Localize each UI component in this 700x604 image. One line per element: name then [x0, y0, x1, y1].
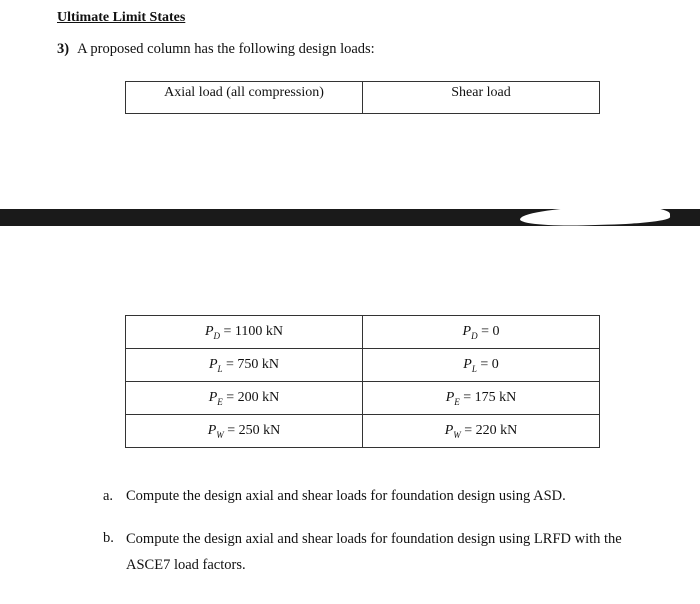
axial-earthquake-load: $P_E = 200$ kN	[126, 382, 363, 415]
question-prompt	[57, 41, 375, 58]
section-heading: Ultimate Limit States	[57, 10, 186, 25]
table-row	[126, 316, 600, 349]
shear-live-load: $P_L = 0$	[363, 349, 600, 382]
question-text: A proposed column has the following design loads:	[77, 41, 375, 57]
shear-wind-load: $P_W = 220$ kN	[363, 415, 600, 448]
shear-earthquake-load: $P_E = 175$ kN	[363, 382, 600, 415]
load-values-table	[125, 315, 600, 448]
item-text: Compute the design axial and shear loads for foundation design using LRFD with the ASCE7 load factors.	[126, 531, 622, 573]
task-item-a	[103, 488, 643, 508]
shear-dead-load: $P_D = 0$	[363, 316, 600, 349]
shear-header: Shear load	[363, 82, 600, 114]
item-text: Compute the design axial and shear loads for foundation design using ASD.	[126, 488, 566, 504]
item-letter: a.	[103, 488, 114, 504]
question-number: 3)	[57, 41, 70, 57]
task-item-b	[103, 530, 643, 580]
item-letter: b.	[103, 530, 114, 546]
table-row	[126, 349, 600, 382]
axial-dead-load: $P_D = 1100$ kN	[126, 316, 363, 349]
axial-live-load: $P_L = 750$ kN	[126, 349, 363, 382]
axial-header: Axial load (all compression)	[126, 82, 363, 114]
load-header-table	[125, 81, 600, 114]
table-row	[126, 382, 600, 415]
axial-wind-load: $P_W = 250$ kN	[126, 415, 363, 448]
table-row	[126, 415, 600, 448]
